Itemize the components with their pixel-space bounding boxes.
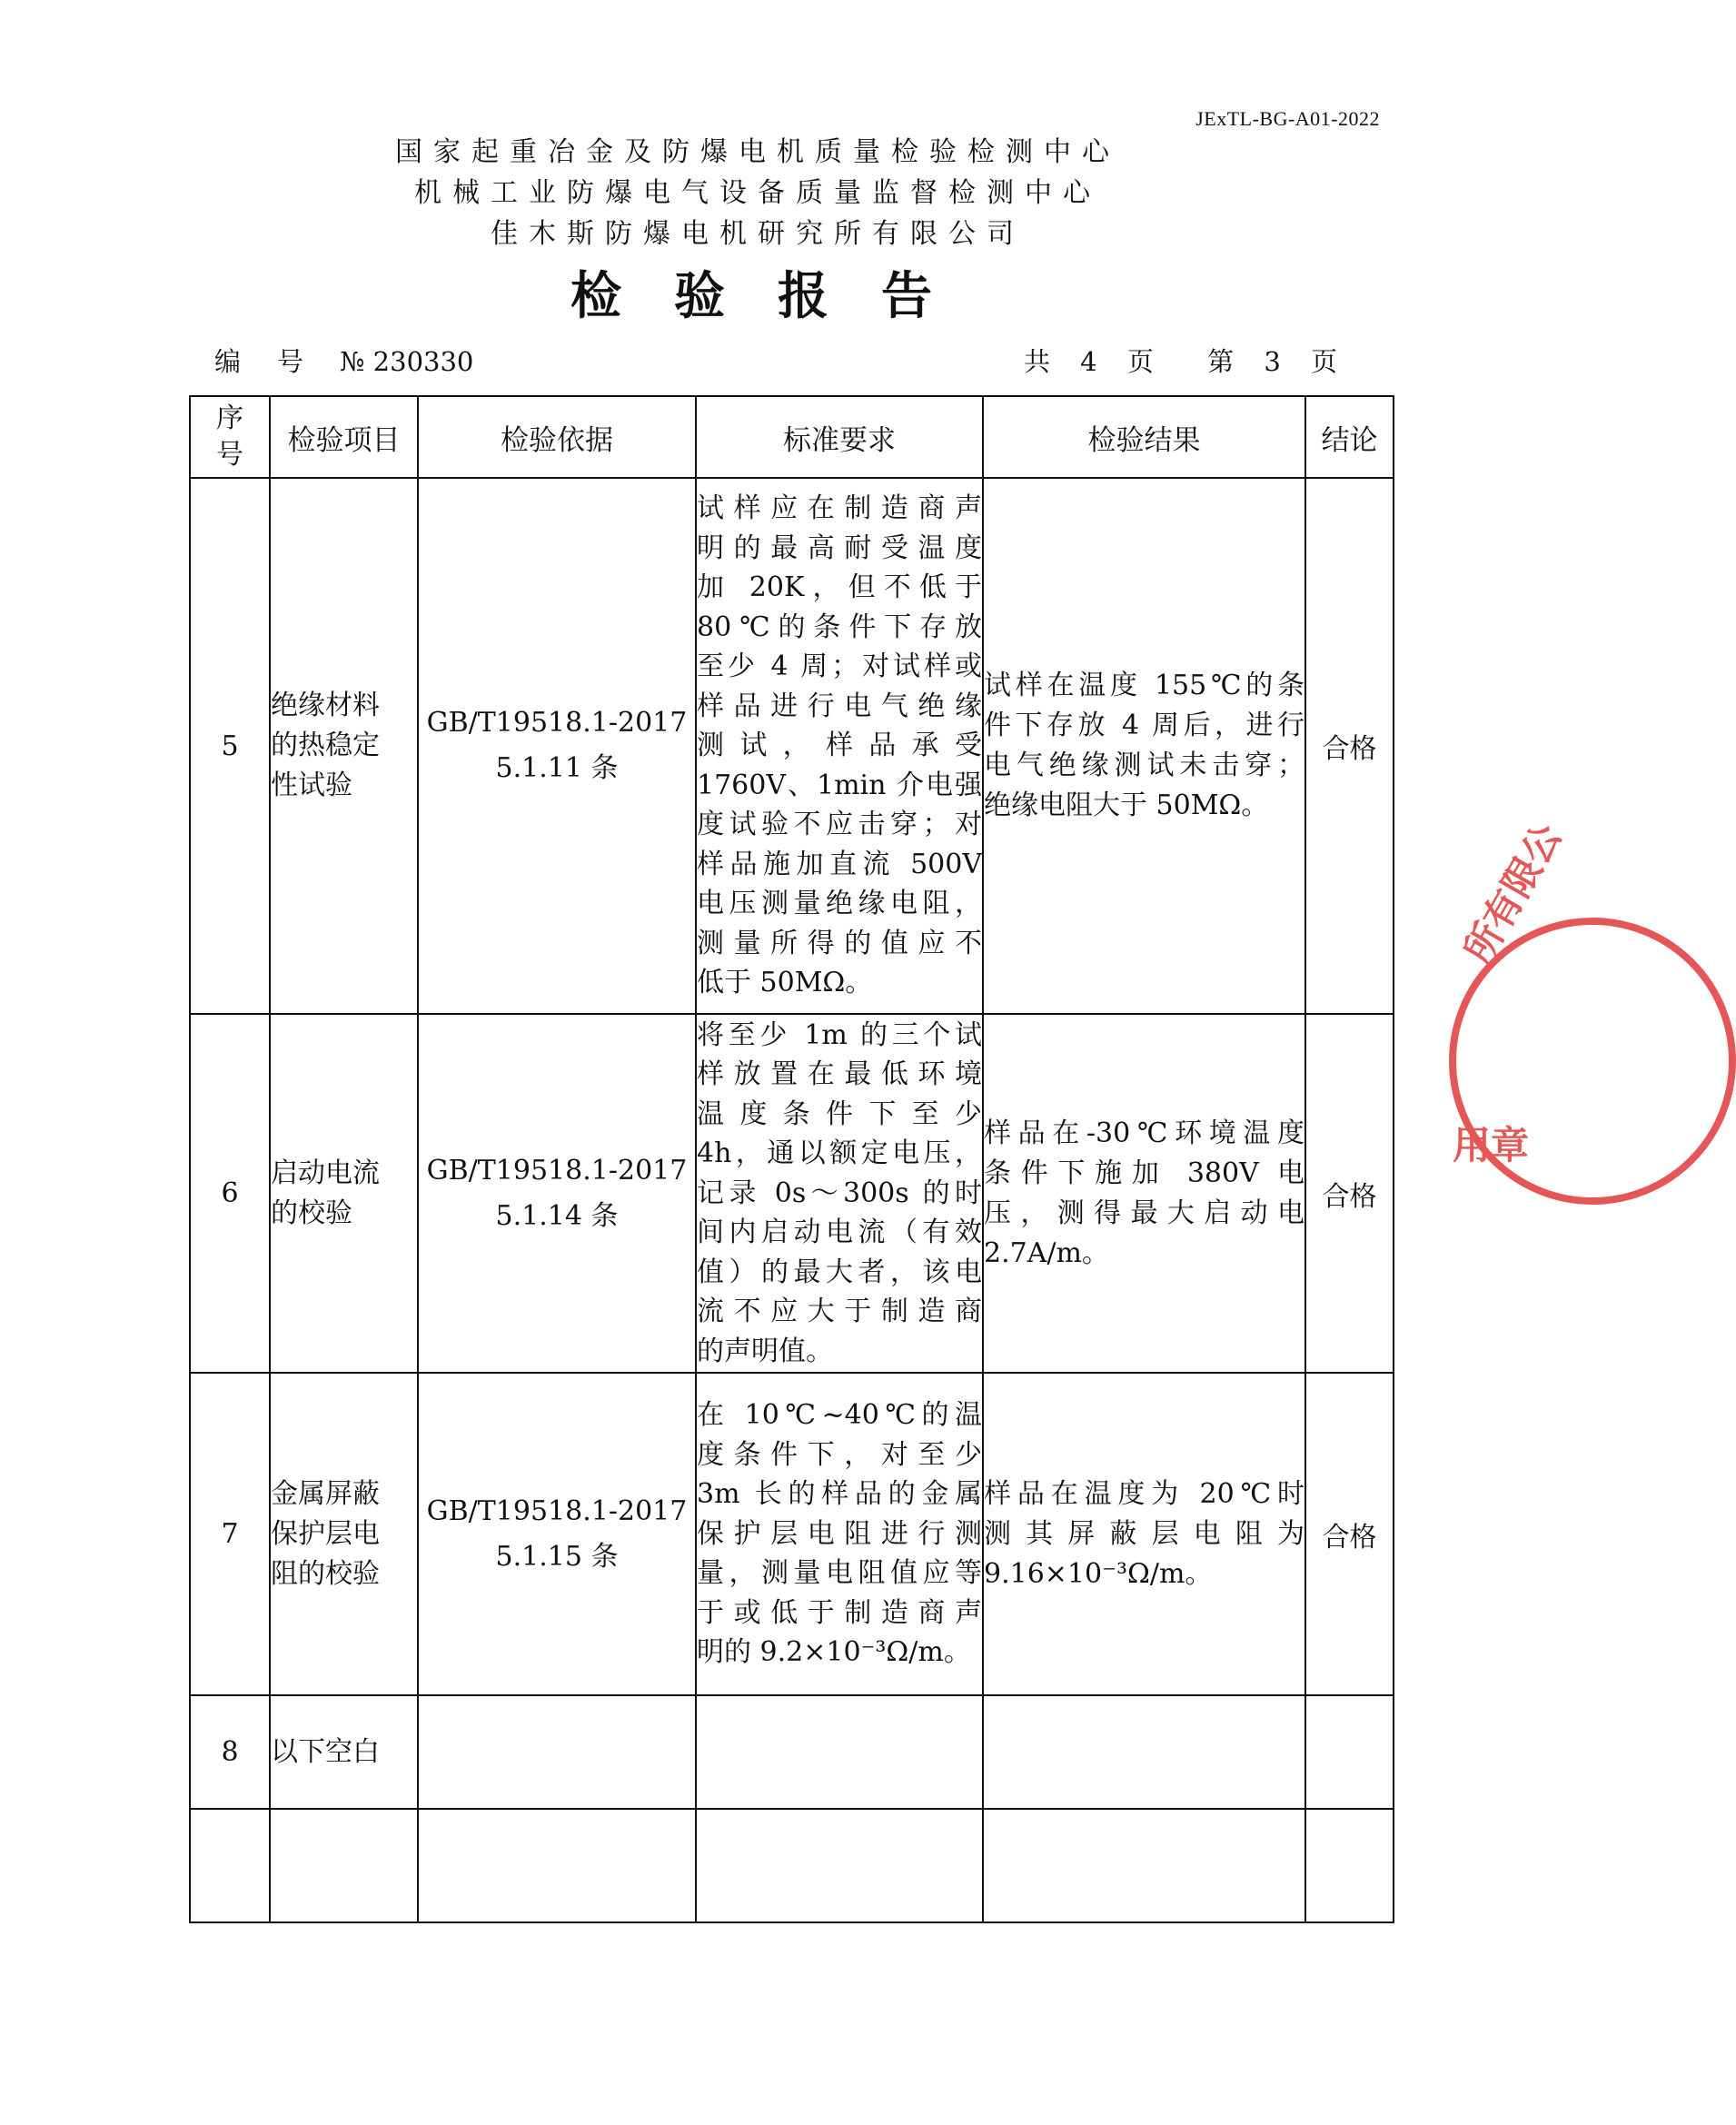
result-line: 压，测得最大启动电 xyxy=(984,1197,1304,1229)
cell-result xyxy=(983,1373,1305,1695)
requirement-line: 在 10℃~40℃的温 xyxy=(697,1399,982,1432)
basis-line: GB/T19518.1-2017 xyxy=(426,707,688,739)
result-line: 条件下施加 380V 电 xyxy=(984,1157,1304,1189)
seal-text-1: 所有限公 xyxy=(1454,816,1571,971)
requirement-line: 3m 长的样品的金属 xyxy=(697,1478,982,1511)
org-line-3: 佳木斯防爆电机研究所有限公司 xyxy=(491,218,1025,250)
cell-conclusion: 合格 xyxy=(1305,478,1394,1014)
requirement-line: 度条件下，对至少 xyxy=(697,1438,982,1471)
requirement-line: 间内启动电流（有效 xyxy=(697,1216,982,1249)
cell-seq: 8 xyxy=(190,1695,270,1809)
result-line: 电气绝缘测试未击穿； xyxy=(984,750,1304,781)
cell-seq: 6 xyxy=(190,1014,270,1373)
item-line: 性试验 xyxy=(271,770,352,801)
table-row xyxy=(190,1373,1394,1695)
requirement-line: 量，测量电阻值应等 xyxy=(697,1557,982,1590)
cell-basis xyxy=(418,1014,696,1373)
item-line: 的校验 xyxy=(271,1197,352,1229)
cell-result xyxy=(983,1809,1305,1922)
requirement-line: 记录 0s～300s 的时 xyxy=(697,1177,982,1209)
cell-conclusion: 合格 xyxy=(1305,1373,1394,1695)
requirement-line: 明的 9.2×10⁻³Ω/m。 xyxy=(697,1636,971,1669)
cell-item xyxy=(270,1014,418,1373)
requirement-line: 1760V、1min 介电强 xyxy=(697,769,982,801)
report-meta xyxy=(214,343,1339,380)
cell-seq: 5 xyxy=(190,478,270,1014)
cell-item xyxy=(270,1373,418,1695)
page-unit: 页 xyxy=(1310,346,1339,377)
cell-item xyxy=(270,1809,418,1922)
result-line: 试样在温度 155℃的条 xyxy=(984,670,1304,701)
page-current-label: 第 xyxy=(1207,346,1236,377)
cell-result xyxy=(983,1695,1305,1809)
result-line: 件下存放 4 周后，进行 xyxy=(984,710,1304,741)
result-line: 样品在-30℃环境温度 xyxy=(984,1117,1304,1149)
requirement-line: 流不应大于制造商 xyxy=(697,1296,982,1328)
cell-result xyxy=(983,478,1305,1014)
cell-requirement xyxy=(696,1695,983,1809)
cell-basis xyxy=(418,1809,696,1922)
requirement-line: 80℃的条件下存放 xyxy=(697,611,982,643)
item-line: 绝缘材料 xyxy=(271,690,380,721)
cell-basis xyxy=(418,478,696,1014)
requirement-line: 低于 50MΩ。 xyxy=(697,967,873,999)
document-code: JExTL-BG-A01-2022 xyxy=(1195,107,1380,130)
result-line: 2.7A/m。 xyxy=(984,1236,1109,1269)
requirement-line: 样放置在最低环境 xyxy=(697,1058,982,1091)
seal-text-2: 用章 xyxy=(1453,1123,1530,1167)
item-line: 阻的校验 xyxy=(271,1557,380,1590)
requirement-line: 测量所得的值应不 xyxy=(697,927,982,959)
requirement-line: 于或低于制造商声 xyxy=(697,1596,982,1629)
header-conclusion: 结论 xyxy=(1305,396,1394,478)
basis-line: GB/T19518.1-2017 xyxy=(426,1494,688,1527)
table-row xyxy=(190,1014,1394,1373)
table-row xyxy=(190,1809,1394,1922)
header-result: 检验结果 xyxy=(983,396,1305,478)
result-line: 样品在温度为 20℃时 xyxy=(984,1477,1304,1510)
requirement-line: 的声明值。 xyxy=(697,1335,833,1367)
report-title: 检验报告 xyxy=(570,266,985,326)
cell-requirement xyxy=(696,478,983,1014)
report-number-label: 编号 xyxy=(214,346,341,377)
requirement-line: 电压测量绝缘电阻， xyxy=(697,888,982,920)
page-info xyxy=(1024,343,1339,380)
result-line: 绝缘电阻大于 50MΩ。 xyxy=(984,789,1269,821)
requirement-line: 4h，通以额定电压， xyxy=(697,1137,982,1170)
requirement-line: 保护层电阻进行测 xyxy=(697,1517,982,1550)
requirement-line: 样品施加直流 500V xyxy=(697,848,982,880)
cell-requirement xyxy=(696,1809,983,1922)
page-total-label: 共 xyxy=(1023,346,1052,377)
cell-conclusion xyxy=(1305,1695,1394,1809)
item-line: 启动电流 xyxy=(271,1157,380,1189)
result-line: 测其屏蔽层电阻为 xyxy=(984,1517,1304,1550)
org-line-2: 机械工业防爆电气设备质量监督检测中心 xyxy=(414,177,1101,209)
cell-requirement xyxy=(696,1014,983,1373)
requirement-line: 加 20K，但不低于 xyxy=(697,571,982,604)
cell-item xyxy=(270,478,418,1014)
cell-result xyxy=(983,1014,1305,1373)
official-seal xyxy=(1449,816,1736,1205)
item-line: 的热稳定 xyxy=(271,730,380,761)
cell-item xyxy=(270,1695,418,1809)
requirement-line: 试样应在制造商声 xyxy=(697,492,982,525)
basis-line: 5.1.11 条 xyxy=(495,752,619,784)
cell-seq: 7 xyxy=(190,1373,270,1695)
header-basis: 检验依据 xyxy=(418,396,696,478)
item-line: 以下空白 xyxy=(271,1735,380,1768)
result-line: 9.16×10⁻³Ω/m。 xyxy=(984,1557,1213,1590)
requirement-line: 度试验不应击穿；对 xyxy=(697,809,982,841)
basis-line: 5.1.14 条 xyxy=(495,1199,619,1232)
inspection-table xyxy=(189,395,1394,1923)
page-unit: 页 xyxy=(1126,346,1156,377)
page-current: 3 xyxy=(1264,346,1283,377)
requirement-line: 值）的最大者，该电 xyxy=(697,1256,982,1288)
item-line: 金属屏蔽 xyxy=(271,1477,380,1510)
org-line-1: 国家起重冶金及防爆电机质量检验检测中心 xyxy=(395,136,1120,168)
requirement-line: 将至少 1m 的三个试 xyxy=(697,1018,982,1051)
report-number xyxy=(214,343,473,380)
cell-seq xyxy=(190,1809,270,1922)
requirement-line: 温度条件下至少 xyxy=(697,1097,982,1130)
header-seq: 序 号 xyxy=(190,396,270,478)
cell-basis xyxy=(418,1695,696,1809)
requirement-line: 至少 4 周；对试样或 xyxy=(697,650,982,683)
table-row xyxy=(190,478,1394,1014)
cell-basis xyxy=(418,1373,696,1695)
report-number-value: № 230330 xyxy=(340,346,474,377)
basis-line: 5.1.15 条 xyxy=(495,1540,619,1573)
cell-conclusion: 合格 xyxy=(1305,1014,1394,1373)
requirement-line: 样品进行电气绝缘 xyxy=(697,690,982,722)
requirement-line: 明的最高耐受温度 xyxy=(697,531,982,564)
cell-requirement xyxy=(696,1373,983,1695)
table-row xyxy=(190,1695,1394,1809)
table-header-row xyxy=(190,396,1394,478)
item-line: 保护层电 xyxy=(271,1517,380,1550)
requirement-line: 测试，样品承受 xyxy=(697,730,982,762)
header-requirement: 标准要求 xyxy=(696,396,983,478)
header-item: 检验项目 xyxy=(270,396,418,478)
cell-conclusion xyxy=(1305,1809,1394,1922)
basis-line: GB/T19518.1-2017 xyxy=(426,1154,688,1187)
page-total: 4 xyxy=(1080,346,1099,377)
organization-names xyxy=(0,132,1503,254)
